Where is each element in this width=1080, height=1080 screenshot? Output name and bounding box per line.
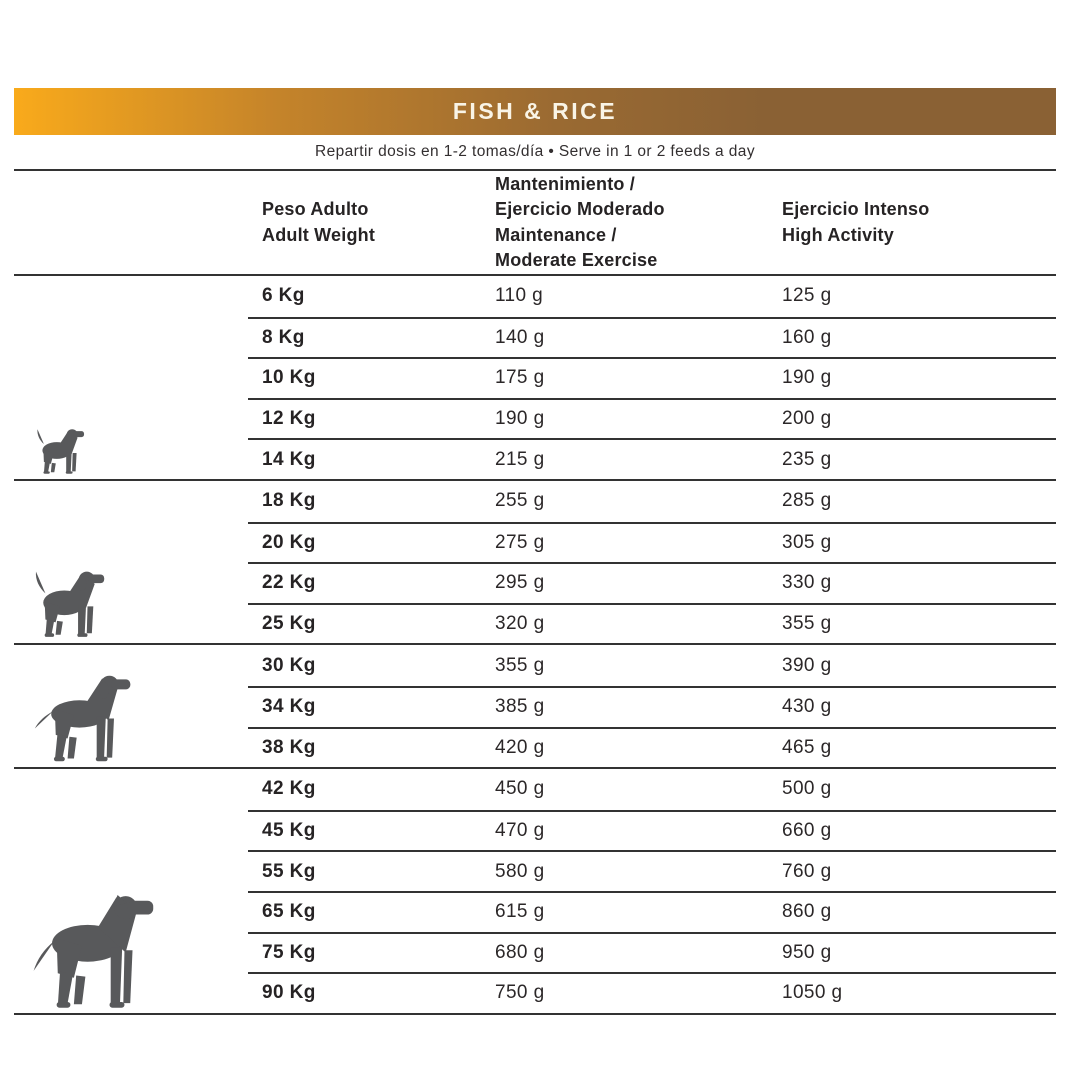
- flavor-banner: [14, 88, 1056, 135]
- small-dog-icon: [32, 426, 88, 476]
- serving-instruction: Repartir dosis en 1-2 tomas/día • Serve in 1 or 2 feeds a day: [315, 143, 755, 160]
- giant-dog-icon: [29, 895, 159, 1010]
- maintenance-cell: 255 g: [495, 490, 545, 512]
- column-header-weight: Peso Adulto Adult Weight: [262, 199, 376, 245]
- high-activity-cell: 285 g: [782, 490, 832, 512]
- dog-size-cell: [14, 276, 248, 479]
- table-row: [248, 481, 1056, 522]
- column-header-high-activity: Ejercicio Intenso High Activity: [782, 199, 930, 245]
- maintenance-cell: 450 g: [495, 778, 545, 800]
- high-activity-cell: 125 g: [782, 285, 832, 307]
- weight-cell: 14 Kg: [262, 448, 316, 470]
- maintenance-cell: 320 g: [495, 613, 545, 635]
- weight-cell: 10 Kg: [262, 367, 316, 389]
- weight-cell: 65 Kg: [262, 901, 316, 923]
- weight-cell: 20 Kg: [262, 531, 316, 553]
- weight-cell: 12 Kg: [262, 408, 316, 430]
- high-activity-cell: 430 g: [782, 696, 832, 718]
- high-activity-cell: 330 g: [782, 572, 832, 594]
- maintenance-cell: 750 g: [495, 982, 545, 1004]
- maintenance-cell: 110 g: [495, 285, 544, 307]
- high-activity-cell: 390 g: [782, 654, 832, 676]
- maintenance-cell: 215 g: [495, 448, 545, 470]
- table-header-row: [14, 169, 1056, 276]
- table-row: [248, 603, 1056, 644]
- weight-cell: 6 Kg: [262, 285, 305, 307]
- table-row: [248, 932, 1056, 973]
- table-row: [248, 562, 1056, 603]
- maintenance-cell: 275 g: [495, 531, 545, 553]
- weight-cell: 75 Kg: [262, 941, 316, 963]
- table-row: [248, 438, 1056, 479]
- large-dog-icon: [32, 673, 135, 764]
- high-activity-cell: 465 g: [782, 736, 832, 758]
- weight-cell: 45 Kg: [262, 820, 316, 842]
- table-row: [248, 810, 1056, 851]
- weight-cell: 30 Kg: [262, 654, 316, 676]
- table-row: [248, 727, 1056, 768]
- weight-group-small: [14, 276, 1056, 481]
- table-row: [248, 891, 1056, 932]
- high-activity-cell: 160 g: [782, 326, 832, 348]
- high-activity-cell: 355 g: [782, 613, 832, 635]
- feeding-table: [14, 169, 1056, 1015]
- table-row: [248, 686, 1056, 727]
- table-row: [248, 769, 1056, 810]
- flavor-title: FISH & RICE: [452, 98, 618, 124]
- high-activity-cell: 760 g: [782, 860, 832, 882]
- medium-dog-icon: [28, 567, 110, 640]
- dog-size-cell: [14, 769, 248, 1013]
- table-row: [248, 357, 1056, 398]
- maintenance-cell: 190 g: [495, 408, 545, 430]
- weight-group-giant: [14, 769, 1056, 1015]
- table-row: [248, 850, 1056, 891]
- dog-size-cell: [14, 645, 248, 767]
- maintenance-cell: 420 g: [495, 736, 545, 758]
- high-activity-cell: 660 g: [782, 820, 832, 842]
- weight-cell: 38 Kg: [262, 736, 316, 758]
- high-activity-cell: 1050 g: [782, 982, 843, 1004]
- maintenance-cell: 355 g: [495, 654, 545, 676]
- maintenance-cell: 680 g: [495, 941, 545, 963]
- weight-cell: 55 Kg: [262, 860, 316, 882]
- table-row: [248, 645, 1056, 686]
- maintenance-cell: 580 g: [495, 860, 545, 882]
- weight-cell: 25 Kg: [262, 613, 316, 635]
- high-activity-cell: 200 g: [782, 408, 832, 430]
- high-activity-cell: 500 g: [782, 778, 832, 800]
- table-row: [248, 276, 1056, 317]
- high-activity-cell: 860 g: [782, 901, 832, 923]
- weight-cell: 18 Kg: [262, 490, 316, 512]
- high-activity-cell: 950 g: [782, 941, 832, 963]
- maintenance-cell: 175 g: [495, 367, 545, 389]
- maintenance-cell: 295 g: [495, 572, 545, 594]
- table-row: [248, 398, 1056, 439]
- weight-group-large: [14, 645, 1056, 769]
- weight-cell: 90 Kg: [262, 982, 316, 1004]
- maintenance-cell: 385 g: [495, 696, 545, 718]
- weight-cell: 22 Kg: [262, 572, 316, 594]
- high-activity-cell: 190 g: [782, 367, 832, 389]
- high-activity-cell: 235 g: [782, 448, 832, 470]
- high-activity-cell: 305 g: [782, 531, 832, 553]
- serving-instruction-row: [14, 135, 1056, 169]
- table-row: [248, 317, 1056, 358]
- column-header-maintenance: Mantenimiento / Ejercicio Moderado Maintenance / Moderate Exercise: [495, 173, 665, 270]
- weight-group-medium: [14, 481, 1056, 645]
- weight-cell: 42 Kg: [262, 778, 316, 800]
- table-row: [248, 522, 1056, 563]
- maintenance-cell: 470 g: [495, 820, 545, 842]
- table-row: [248, 972, 1056, 1013]
- weight-cell: 34 Kg: [262, 696, 316, 718]
- dog-size-cell: [14, 481, 248, 643]
- maintenance-cell: 140 g: [495, 326, 545, 348]
- weight-cell: 8 Kg: [262, 326, 305, 348]
- maintenance-cell: 615 g: [495, 901, 545, 923]
